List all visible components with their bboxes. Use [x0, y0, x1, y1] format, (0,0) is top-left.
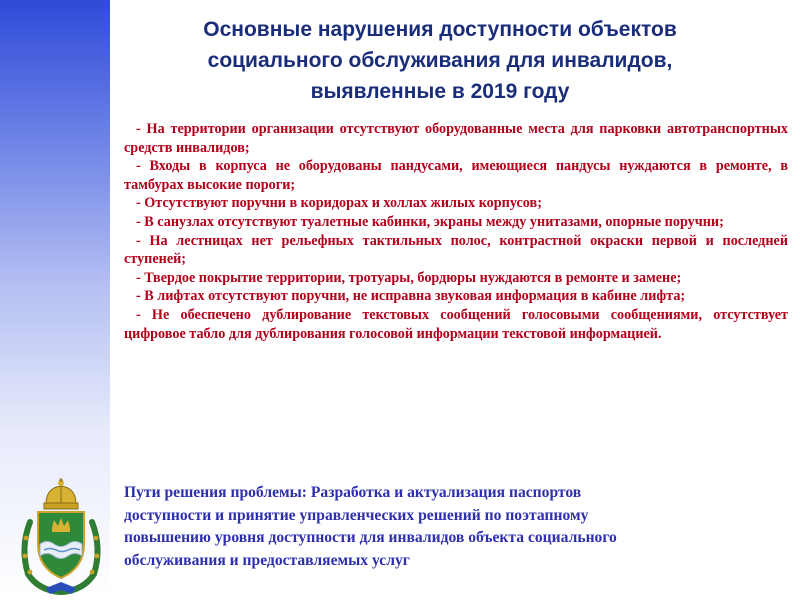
violation-item: - На территории организации отсутствуют оборудованные места для парковки автотранспортных средств инвалидов; [124, 121, 788, 156]
title-line: выявленные в 2019 году [310, 80, 570, 103]
violation-item: - Отсутствуют поручни в коридорах и холлах жилых корпусов; [136, 195, 542, 212]
solution-line: доступности и принятие управленческих решений по поэтапному [124, 506, 589, 524]
violation-item: - Не обеспечено дублирование текстовых сообщений голосовыми сообщениями, отсутствует цифровое табло для дублирования голосовой информации текстовой информацией. [124, 306, 788, 342]
violation-item: - Твердое покрытие территории, тротуары, бордюры нуждаются в ремонте и замене; [136, 269, 682, 286]
violation-item: - В лифтах отсутствуют поручни, не исправна звуковая информация в кабине лифта; [136, 288, 686, 305]
title-line: Основные нарушения доступности объектов [203, 18, 677, 41]
solution-line: Пути решения проблемы: Разработка и актуализация паспортов [124, 484, 582, 501]
solution-line: повышению уровня доступности для инвалидов объекта социального [124, 529, 617, 546]
solution-line: обслуживания и предоставляемых услуг [124, 551, 410, 569]
slide-title [140, 14, 740, 107]
solution-paragraph [124, 482, 784, 572]
violation-item: - В санузлах отсутствуют туалетные кабинки, экраны между унитазами, опорные поручни; [136, 213, 724, 230]
coat-of-arms-icon [16, 478, 106, 596]
violation-item: - На лестницах нет рельефных тактильных полос, контрастной окраски первой и последней ступеней; [124, 232, 788, 268]
violations-list [124, 120, 788, 343]
title-line: социального обслуживания для инвалидов, [207, 49, 673, 72]
violation-item: - Входы в корпуса не оборудованы пандусами, имеющиеся пандусы нуждаются в ремонте, в тамбурах высокие пороги; [124, 158, 788, 193]
